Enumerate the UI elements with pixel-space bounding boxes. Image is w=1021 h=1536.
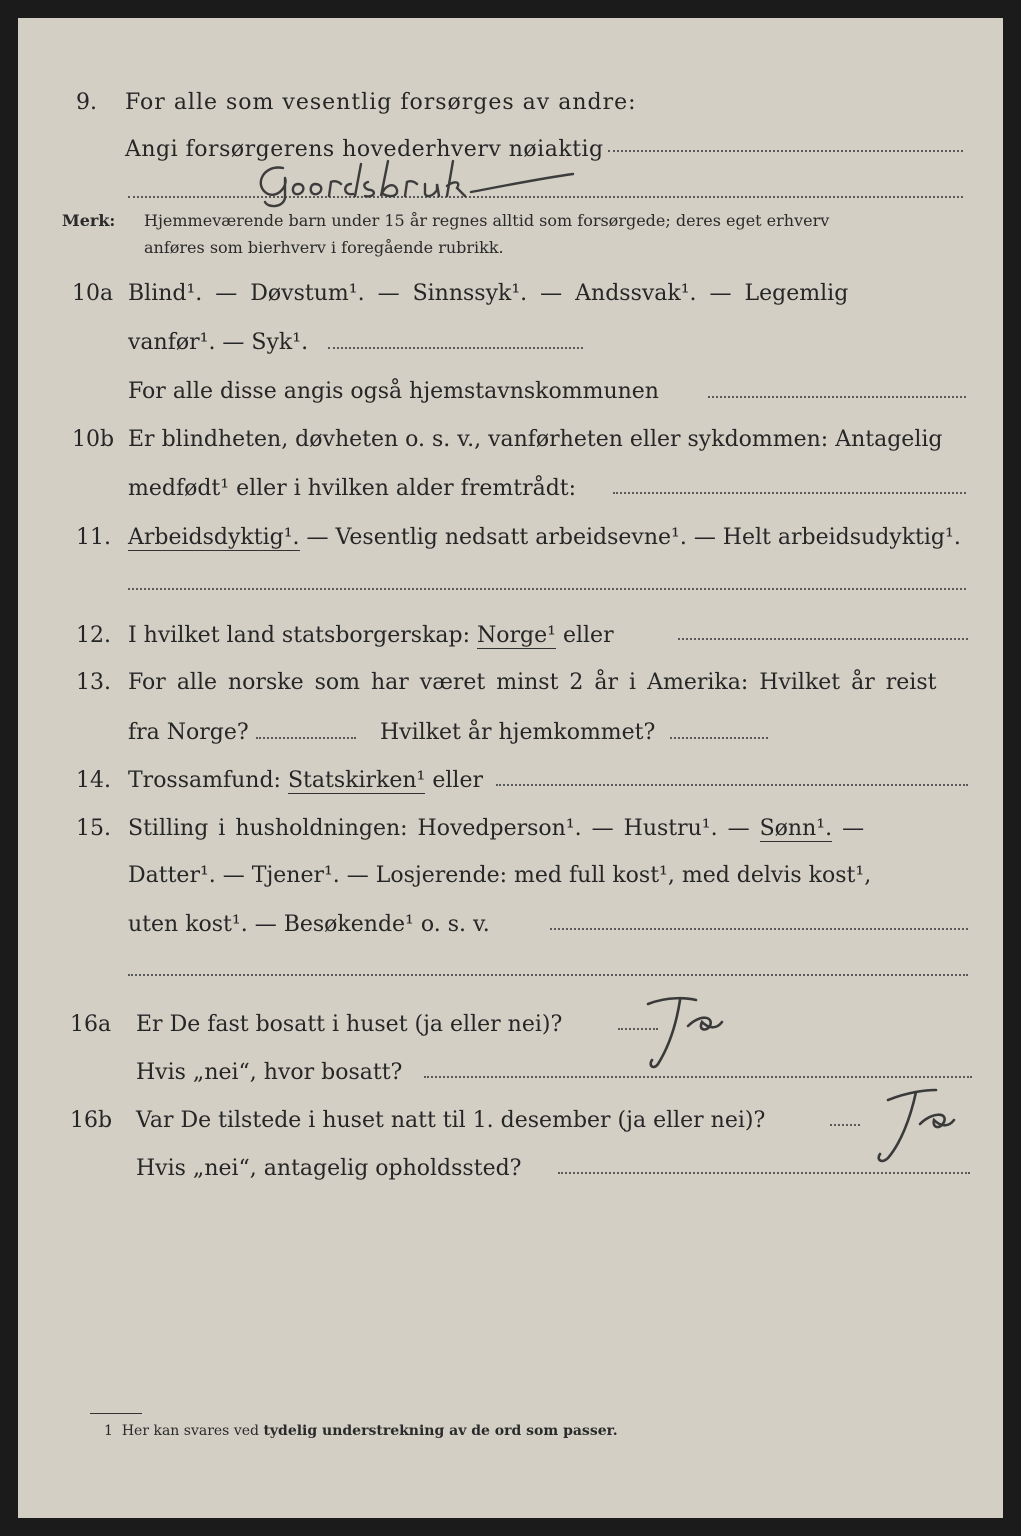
item-9-number: 9. — [76, 90, 97, 115]
item-10b-line-2: medfødt¹ eller i hvilken alder fremtrådt: — [128, 476, 577, 501]
item-12-tail: eller — [562, 623, 614, 648]
item-9-handwritten-answer — [243, 156, 633, 211]
item-15-answer-line — [550, 928, 968, 930]
item-11-underlined-option: Arbeidsdyktig¹. — [128, 525, 300, 550]
item-15-line-3: uten kost¹. — Besøkende¹ o. s. v. — [128, 912, 490, 937]
item-10a-line-2: vanfør¹. — Syk¹. — [128, 330, 309, 355]
item-16b-followup-line — [558, 1172, 970, 1174]
item-16a-followup: Hvis „nei“, hvor bosatt? — [136, 1060, 403, 1085]
item-16a-number: 16a — [70, 1012, 112, 1037]
footnote-marker: 1 — [104, 1423, 113, 1439]
item-10a-answer-line — [328, 347, 583, 349]
item-15-line-1-tail: — — [832, 816, 865, 841]
item-14-underlined-option: Statskirken¹ — [287, 768, 426, 793]
item-14-question — [128, 768, 483, 793]
item-10a-line-3: For alle disse angis også hjemstavnskommunen — [128, 379, 659, 404]
item-10b-number: 10b — [72, 427, 115, 452]
item-15-line-1 — [128, 816, 864, 841]
item-13-question-b: Hvilket år hjemkommet? — [380, 720, 656, 745]
note-label: Merk: — [62, 211, 116, 230]
item-16b-followup: Hvis „nei“, antagelig opholdssted? — [136, 1156, 522, 1181]
item-16a-question: Er De fast bosatt i huset (ja eller nei)? — [136, 1012, 563, 1037]
note-text-line-1: Hjemmeværende barn under 15 år regnes alltid som forsørgede; deres eget erhverv — [144, 211, 830, 230]
footnote-bold-text: tydelig understrekning av de ord som passer. — [263, 1423, 618, 1439]
item-15-number: 15. — [76, 816, 111, 841]
item-11-answer-line — [128, 588, 966, 590]
item-9-answer-line — [608, 150, 963, 152]
item-12-answer-line — [678, 638, 968, 640]
footnote-text: Her kan svares ved — [121, 1423, 259, 1439]
item-14-tail: eller — [432, 768, 483, 793]
item-13-question-a: fra Norge? — [128, 720, 249, 745]
item-10b-line-1: Er blindheten, døvheten o. s. v., vanførheten eller sykdommen: Antagelig — [128, 427, 943, 452]
item-13-answer-line-a — [256, 737, 356, 739]
item-15-answer-line-2 — [128, 974, 968, 976]
note-text-line-2: anføres som bierhverv i foregående rubrikk. — [144, 238, 504, 257]
item-9-subquestion: Angi forsørgerens hovederhverv nøiaktig — [125, 137, 604, 162]
item-12-question — [128, 623, 614, 648]
item-13-line-1: For alle norske som har været minst 2 år i Amerika: Hvilket år reist — [128, 670, 937, 695]
item-15-line-1-text: Stilling i husholdningen: Hovedperson¹. — Hustru¹. — — [128, 816, 760, 841]
item-15-underlined-option: Sønn¹. — [759, 816, 833, 841]
item-10a-number: 10a — [72, 281, 114, 306]
footnote — [104, 1423, 618, 1439]
item-10a-line-1: Blind¹. — Døvstum¹. — Sinnssyk¹. — Andssvak¹. — Legemlig — [128, 281, 849, 306]
item-12-underlined-option: Norge¹ — [477, 623, 556, 648]
item-10b-answer-line — [613, 492, 966, 494]
item-11-options — [128, 525, 961, 550]
item-11-number: 11. — [76, 525, 111, 550]
item-16a-handwritten-answer — [618, 986, 728, 1076]
footnote-separator — [90, 1413, 142, 1414]
item-12-question-text: I hvilket land statsborgerskap: — [128, 623, 471, 648]
item-16b-number: 16b — [70, 1108, 113, 1133]
census-form-page — [18, 18, 1003, 1518]
item-9-question: For alle som vesentlig forsørges av andre: — [125, 90, 637, 115]
item-14-question-text: Trossamfund: — [128, 768, 281, 793]
item-16a-followup-line — [424, 1076, 972, 1078]
item-14-answer-line — [496, 784, 968, 786]
item-13-answer-line-b — [670, 737, 768, 739]
item-14-number: 14. — [76, 768, 111, 793]
item-15-line-2: Datter¹. — Tjener¹. — Losjerende: med full kost¹, med delvis kost¹, — [128, 863, 872, 888]
item-13-number: 13. — [76, 670, 111, 695]
item-10a-answer-line-2 — [708, 396, 966, 398]
item-16b-question: Var De tilstede i huset natt til 1. desember (ja eller nei)? — [136, 1108, 766, 1133]
item-16b-handwritten-answer — [840, 1080, 960, 1172]
item-11-other-options: — Vesentlig nedsatt arbeidsevne¹. — Helt arbeidsudyktig¹. — [299, 525, 961, 550]
item-12-number: 12. — [76, 623, 111, 648]
